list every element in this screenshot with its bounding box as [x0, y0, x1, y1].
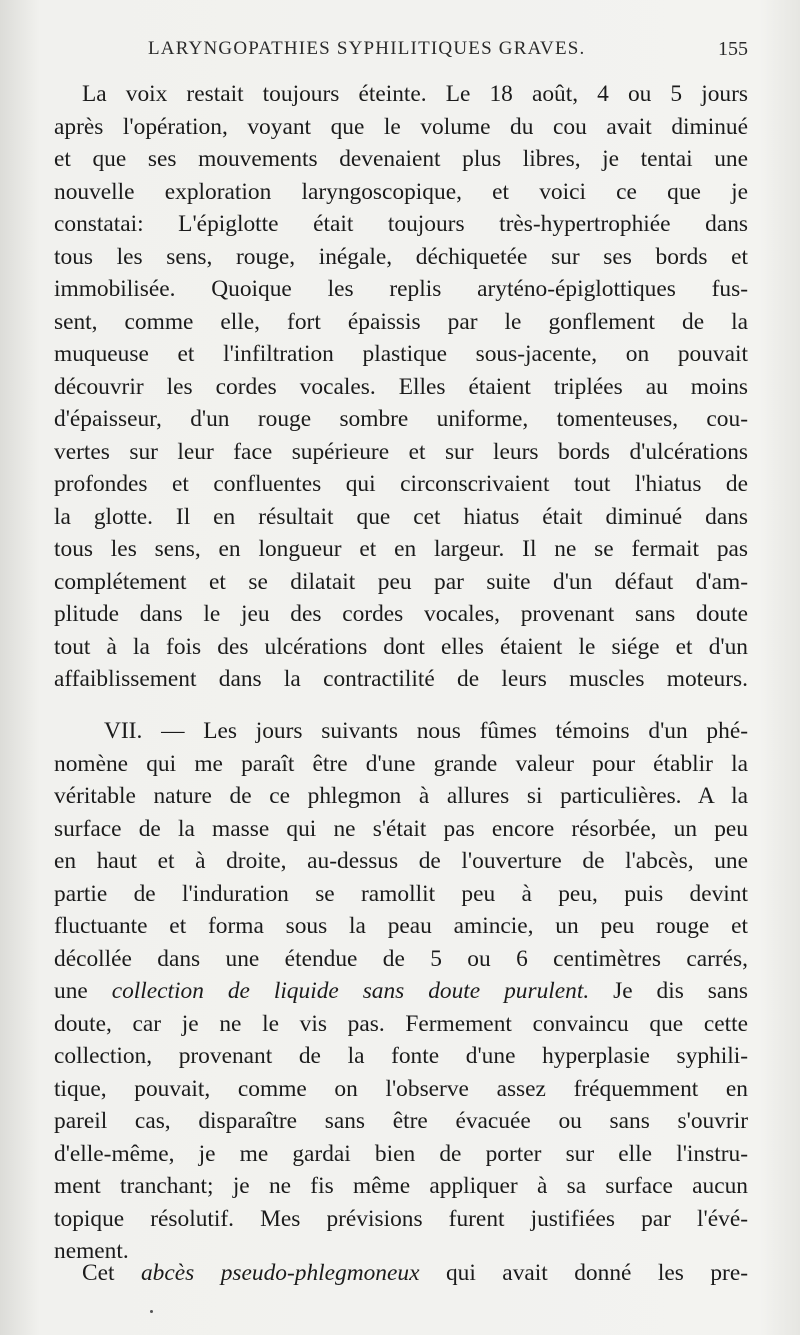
ink-speck: [150, 1310, 153, 1313]
text-line: collection, provenant de la fonte d'une hyperplasie syphili-: [54, 1043, 748, 1069]
page-header: [148, 38, 748, 68]
text-line: après l'opération, voyant que le volume du cou avait diminué: [54, 113, 748, 140]
text-line: d'elle-même, je me gardai bien de porter sur elle l'instru-: [54, 1140, 748, 1167]
italic-phrase: collection de liquide sans doute purulent.: [111, 978, 590, 1004]
text-line: sent, comme elle, fort épaissis par le gonflement de la: [54, 308, 748, 335]
text-line: en haut et à droite, au-dessus de l'ouverture de l'abcès, une: [54, 848, 748, 874]
text-line: fluctuante et forma sous la peau amincie, un peu rouge et: [54, 913, 748, 939]
text-line: découvrir les cordes vocales. Elles étaient triplées au moins: [54, 373, 748, 400]
text-line: tous les sens, en longueur et en largeur. Il ne se fermait pas: [54, 536, 748, 562]
text-line: pareil cas, disparaître sans être évacuée ou sans s'ouvrir: [54, 1108, 748, 1134]
paragraph-3: [54, 1257, 748, 1290]
text-span: Cet: [82, 1260, 141, 1286]
italic-phrase: abcès pseudo-phlegmoneux: [140, 1260, 420, 1286]
paragraph-2: [54, 715, 748, 1268]
page-number: 155: [718, 38, 748, 60]
text-line: tous les sens, rouge, inégale, déchiquetée sur ses bords et: [54, 243, 748, 270]
text-line: partie de l'induration se ramollit peu à peu, puis devint: [54, 880, 748, 907]
text-line: muqueuse et l'infiltration plastique sous-jacente, on pouvait: [54, 341, 748, 367]
text-line: topique résolutif. Mes prévisions furent justifiées par l'évé-: [54, 1205, 748, 1232]
text-line: ment tranchant; je ne fis même appliquer à sa surface aucun: [54, 1173, 748, 1199]
text-line: nement.: [54, 1238, 129, 1264]
text-line: la glotte. Il en résultait que cet hiatus était diminué dans: [54, 503, 748, 530]
text-line: affaiblissement dans la contractilité de leurs muscles moteurs.: [54, 666, 748, 692]
section-heading-line: VII. — Les jours suivants nous fûmes témoins d'un phé-: [104, 718, 748, 744]
text-line-italic: [54, 1257, 748, 1290]
text-span: Je dis sans: [589, 978, 749, 1004]
text-span: qui avait donné les pre-: [419, 1260, 748, 1286]
text-line: d'épaisseur, d'un rouge sombre uniforme, tomenteuses, cou-: [54, 406, 748, 432]
text-line: constatai: L'épiglotte était toujours très-hypertrophiée dans: [54, 211, 748, 237]
text-line: doute, car je ne le vis pas. Fermement convaincu que cette: [54, 1010, 748, 1037]
text-line: décollée dans une étendue de 5 ou 6 centimètres carrés,: [54, 945, 748, 972]
text-line: profondes et confluentes qui circonscrivaient tout l'hiatus de: [54, 471, 748, 497]
text-line: La voix restait toujours éteinte. Le 18 août, 4 ou 5 jours: [82, 81, 748, 107]
text-line: surface de la masse qui ne s'était pas encore résorbée, un peu: [54, 815, 748, 842]
text-line: immobilisée. Quoique les replis aryténo-épiglottiques fus-: [54, 276, 748, 302]
text-line: plitude dans le jeu des cordes vocales, provenant sans doute: [54, 601, 748, 627]
text-line: complétement et se dilatait peu par suite d'un défaut d'am-: [54, 568, 748, 595]
text-line: vertes sur leur face supérieure et sur leurs bords d'ulcérations: [54, 438, 748, 465]
text-span: une: [54, 978, 112, 1004]
paragraph-1: [54, 78, 748, 696]
running-title: LARYNGOPATHIES SYPHILITIQUES GRAVES.: [148, 38, 586, 59]
text-line: véritable nature de ce phlegmon à allures si particulières. A la: [54, 783, 748, 809]
text-line: tout à la fois des ulcérations dont elles étaient le siége et d'un: [54, 633, 748, 660]
text-line: nomène qui me paraît être d'une grande valeur pour établir la: [54, 750, 748, 777]
text-line: nouvelle exploration laryngoscopique, et voici ce que je: [54, 178, 748, 205]
text-line: tique, pouvait, comme on l'observe assez fréquemment en: [54, 1075, 748, 1102]
text-line-italic: [54, 975, 748, 1008]
text-line: et que ses mouvements devenaient plus libres, je tentai une: [54, 146, 748, 172]
